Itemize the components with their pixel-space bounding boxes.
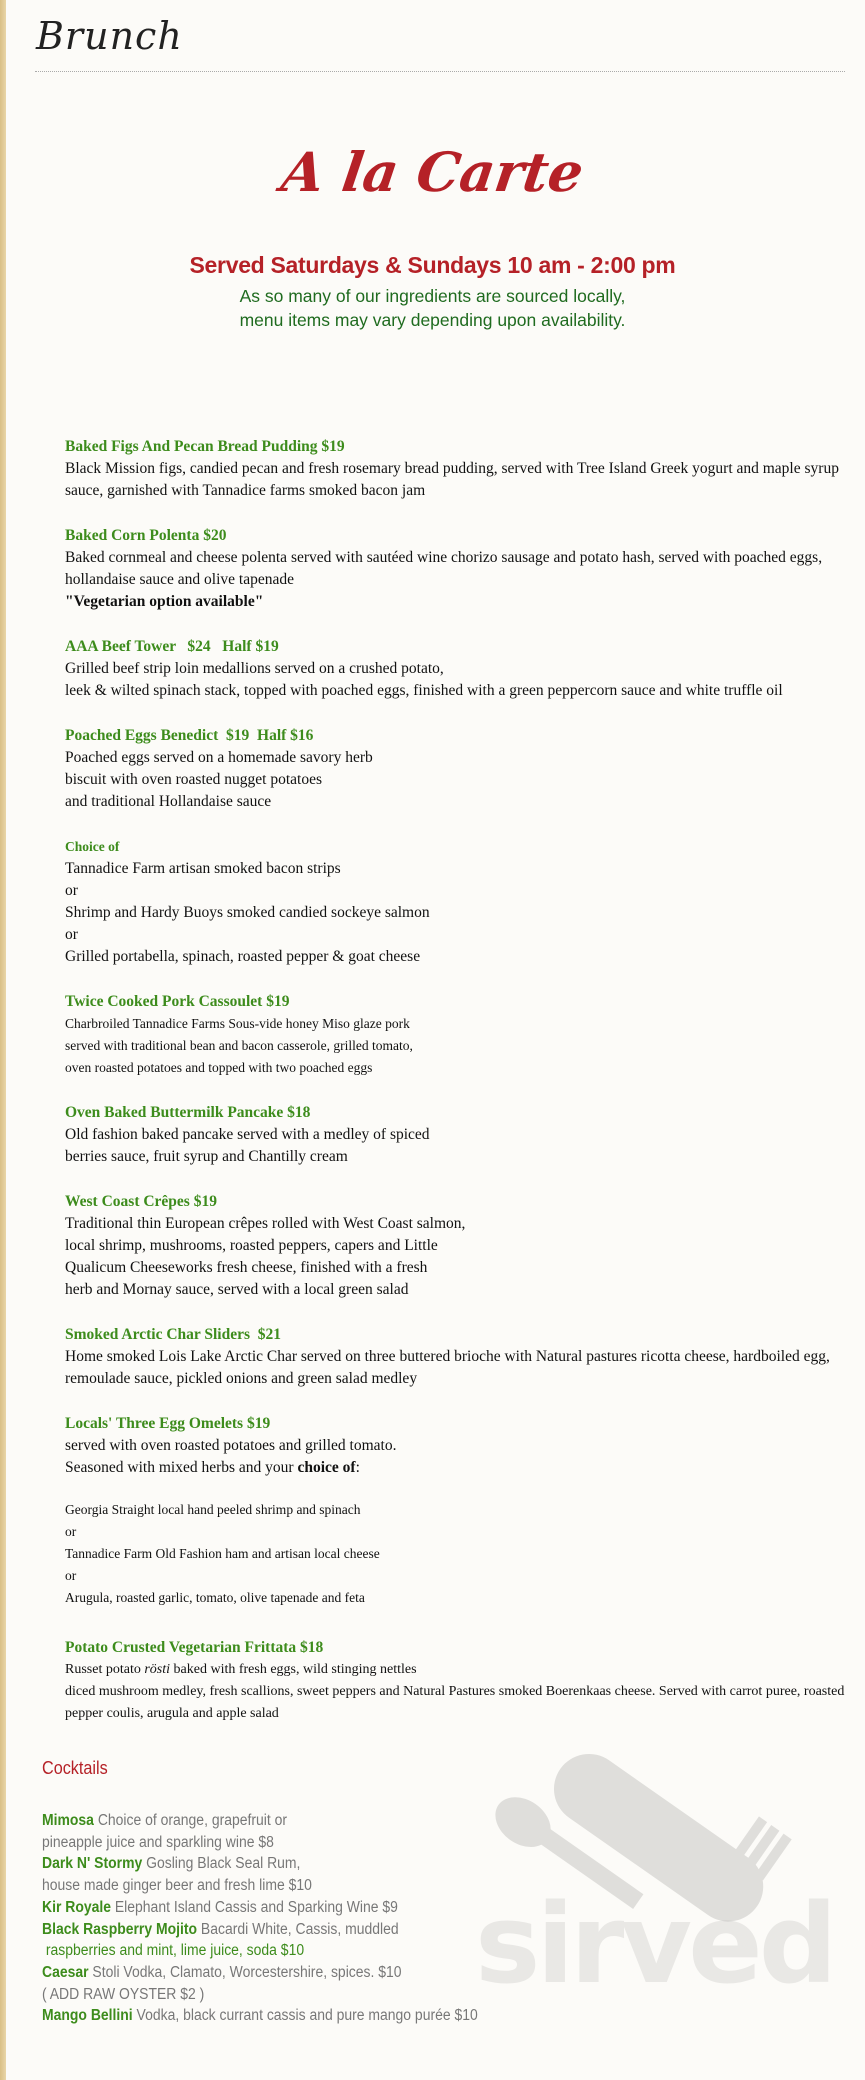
menu-item (65, 436, 845, 502)
cocktail-desc: house made ginger beer and fresh lime $10 (42, 1877, 312, 1895)
cocktail-kir-royale (42, 1897, 672, 1919)
item-desc: leek & wilted spinach stack, topped with poached eggs, finished with a green peppercorn sauce and white truffle oil (65, 682, 783, 699)
menu-title: A la Carte (277, 140, 588, 204)
item-desc: Baked cornmeal and cheese polenta served with sautéed wine chorizo sausage and potato hash, served with poached eggs, hollandaise sauce and olive tapenade (65, 549, 826, 588)
menu-item (65, 1324, 845, 1390)
menu-item (65, 1191, 845, 1301)
cocktail-desc: ( ADD RAW OYSTER $2 ) (42, 1985, 205, 2003)
item-desc: biscuit with oven roasted nugget potatoes (65, 771, 322, 788)
item-title: AAA Beef Tower $24 Half $19 (65, 638, 279, 655)
cocktail-caesar (42, 1962, 672, 1984)
menu-item (65, 1413, 845, 1609)
cocktail-name: Mango Bellini (42, 2007, 133, 2025)
cocktail-desc: raspberries and mint, lime juice, soda $10 (42, 1942, 305, 1960)
item-title: Baked Figs And Pecan Bread Pudding $19 (65, 438, 345, 455)
item-desc (65, 1457, 845, 1479)
cocktail-mango-bellini (42, 2005, 672, 2027)
item-title: Locals' Three Egg Omelets $19 (65, 1415, 271, 1432)
cocktail-name: Dark N' Stormy (42, 1855, 143, 1873)
item-desc: served with traditional bean and bacon casserole, grilled tomato, (65, 1038, 413, 1053)
menu-items (65, 436, 848, 1748)
vegetarian-note: "Vegetarian option available" (65, 593, 264, 610)
served-hours: Served Saturdays & Sundays 10 am - 2:00 pm (189, 252, 676, 278)
cocktails-heading: Cocktails (42, 1758, 108, 1778)
item-desc: Home smoked Lois Lake Arctic Char served on three buttered brioche with Natural pastures ricotta cheese, hardboiled egg, remoulade sauce, pickled onions and green salad medley (65, 1348, 834, 1387)
cocktail-name: Caesar (42, 1963, 89, 1981)
item-desc: Grilled beef strip loin medallions served on a crushed potato, (65, 660, 444, 677)
item-desc: Qualicum Cheeseworks fresh cheese, finished with a fresh (65, 1259, 428, 1276)
menu-item (65, 725, 845, 813)
availability-note-line: As so many of our ingredients are sourced locally, (239, 286, 626, 306)
option: or (65, 1568, 77, 1583)
section-title: Brunch (36, 14, 183, 58)
item-title: Choice of (65, 839, 120, 854)
desc-text: baked with fresh eggs, wild stinging nettles (170, 1662, 417, 1677)
item-title: Potato Crusted Vegetarian Frittata $18 (65, 1639, 324, 1656)
menu-item (65, 1102, 845, 1168)
menu-item (65, 991, 845, 1079)
item-title: Oven Baked Buttermilk Pancake $18 (65, 1104, 311, 1121)
cocktail-mimosa (42, 1810, 672, 1832)
item-desc: Traditional thin European crêpes rolled with West Coast salmon, (65, 1215, 466, 1232)
option: Georgia Straight local hand peeled shrimp and spinach (65, 1502, 361, 1517)
option: Arugula, roasted garlic, tomato, olive tapenade and feta (65, 1590, 365, 1605)
cocktail-desc: pineapple juice and sparkling wine $8 (42, 1833, 274, 1851)
cocktail-name: Kir Royale (42, 1898, 112, 1916)
colon: : (355, 1459, 360, 1476)
item-title: Poached Eggs Benedict $19 Half $16 (65, 727, 314, 744)
rosti-italic: rösti (144, 1662, 171, 1677)
item-desc: Charbroiled Tannadice Farms Sous-vide honey Miso glaze pork (65, 1016, 410, 1031)
menu-item (65, 836, 845, 968)
item-desc: diced mushroom medley, fresh scallions, sweet peppers and Natural Pastures smoked Boerenkaas cheese. Served with carrot puree, roasted pepper coulis, arugula and apple salad (65, 1684, 848, 1721)
item-desc: and traditional Hollandaise sauce (65, 793, 272, 810)
cocktail-desc: Choice of orange, grapefruit or (93, 1812, 288, 1829)
cocktail-name: Mimosa (42, 1812, 94, 1829)
cocktail-dark-n-stormy (42, 1853, 672, 1875)
item-title: Smoked Arctic Char Sliders $21 (65, 1326, 282, 1343)
cocktail-desc: Gosling Black Seal Rum, (142, 1855, 301, 1873)
item-desc: Grilled portabella, spinach, roasted pepper & goat cheese (65, 948, 421, 965)
omelet-options (65, 1499, 845, 1609)
item-desc: served with oven roasted potatoes and grilled tomato. (65, 1437, 397, 1454)
item-desc: Black Mission figs, candied pecan and fresh rosemary bread pudding, served with Tree Island Greek yogurt and maple syrup sauce, garnished with Tannadice farms smoked bacon jam (65, 460, 843, 499)
item-title: Twice Cooked Pork Cassoulet $19 (65, 993, 290, 1010)
item-title: Baked Corn Polenta $20 (65, 527, 227, 544)
item-desc (65, 1659, 845, 1681)
divider (35, 71, 845, 72)
desc-text: Russet potato (65, 1662, 145, 1677)
item-desc: local shrimp, mushrooms, roasted peppers, capers and Little (65, 1237, 438, 1254)
option: or (65, 1524, 77, 1539)
item-desc: or (65, 882, 78, 899)
cocktail-desc: Bacardi White, Cassis, muddled (197, 1920, 399, 1938)
cocktail-desc: Elephant Island Cassis and Sparking Wine $9 (111, 1898, 398, 1916)
item-desc: or (65, 926, 78, 943)
cocktail-list (42, 1810, 672, 2027)
item-desc: Poached eggs served on a homemade savory herb (65, 749, 373, 766)
item-title: West Coast Crêpes $19 (65, 1193, 217, 1210)
cocktail-mojito (42, 1919, 672, 1941)
option: Tannadice Farm Old Fashion ham and artisan local cheese (65, 1546, 380, 1561)
item-desc: herb and Mornay sauce, served with a local green salad (65, 1281, 409, 1298)
menu-item (65, 1637, 848, 1725)
item-desc: oven roasted potatoes and topped with two poached eggs (65, 1060, 373, 1075)
sirved-watermark: sirved (475, 1880, 834, 2008)
cocktail-desc: Vodka, black currant cassis and pure mango purée $10 (132, 2007, 478, 2025)
seasoned-text: Seasoned with mixed herbs and your (65, 1459, 298, 1476)
cocktail-desc: Stoli Vodka, Clamato, Worcestershire, spices. $10 (88, 1963, 402, 1981)
item-desc: Old fashion baked pancake served with a medley of spiced (65, 1126, 430, 1143)
choice-of-bold: choice of (297, 1459, 356, 1476)
cocktail-name: Black Raspberry Mojito (42, 1920, 198, 1938)
menu-item (65, 525, 845, 613)
item-desc: Tannadice Farm artisan smoked bacon strips (65, 860, 341, 877)
item-desc: Shrimp and Hardy Buoys smoked candied sockeye salmon (65, 904, 430, 921)
menu-item (65, 636, 845, 702)
availability-note-line: menu items may vary depending upon availability. (239, 310, 626, 330)
item-desc: berries sauce, fruit syrup and Chantilly cream (65, 1148, 348, 1165)
